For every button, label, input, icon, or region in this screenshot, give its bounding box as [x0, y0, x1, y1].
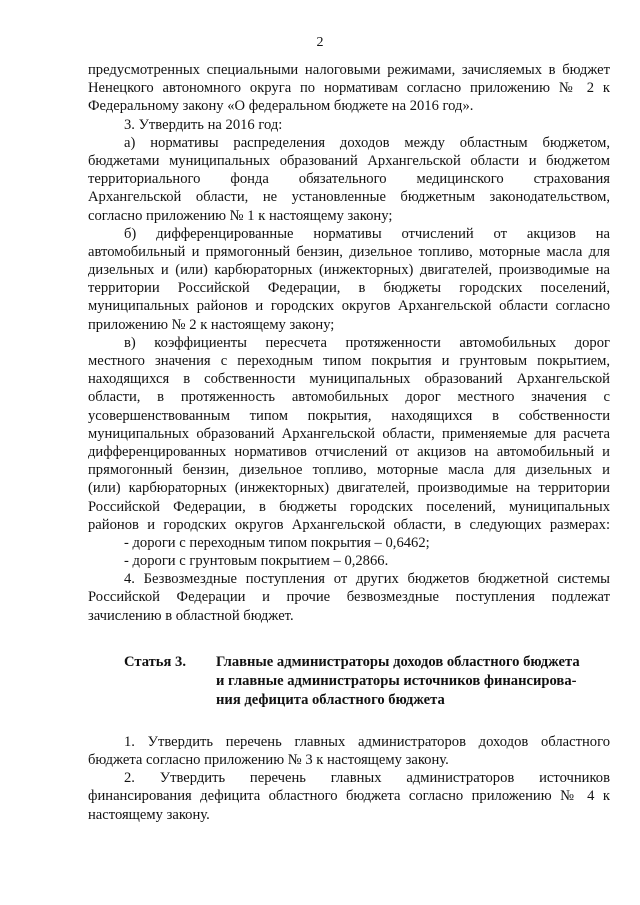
article-title — [216, 653, 610, 710]
text-line: Российской Федерации, в бюджеты городских поселений, муниципальных — [88, 498, 610, 515]
text-block-part-2-3-4 — [88, 61, 610, 625]
text-line: предусмотренных специальными налоговыми режимами, зачисляемых в бюджет — [88, 62, 610, 78]
text-line: муниципальных районов и городских округов Архангельской области согласно — [88, 298, 610, 315]
text-line: территориального фонда обязательного медицинского страхования — [88, 171, 610, 188]
text-line: муниципальных образований Архангельской области, применяемые для расчета — [88, 425, 610, 442]
text-line: Российской Федерации и прочие безвозмездные поступления подлежат — [88, 589, 610, 606]
text-line: бюджетами муниципальных образований Архангельской области и бюджетом — [88, 152, 610, 169]
article-title-line: Главные администраторы доходов областного бюджета — [216, 653, 580, 670]
text-line: в) коэффициенты пересчета протяженности автомобильных дорог — [124, 334, 610, 351]
text-line: - дороги с переходным типом покрытия – 0,6462; — [124, 534, 430, 551]
text-block-article-3 — [88, 733, 610, 824]
text-line: районов и городских округов Архангельской области, в следующих размерах: — [88, 516, 610, 533]
article-heading — [88, 653, 610, 715]
text-line: 3. Утвердить на 2016 год: — [124, 116, 283, 133]
text-line: дизельных и (или) карбюраторных (инжекторных) двигателей, производимые на — [88, 262, 610, 279]
text-line: бюджета согласно приложению № 3 к настоящему закону. — [88, 752, 449, 768]
article-title-line: ния дефицита областного бюджета — [216, 691, 445, 708]
text-line: местного значения с переходным типом покрытия и грунтовым покрытием, — [88, 353, 610, 369]
text-line: (или) карбюраторных (инжекторных) двигателей, производимые на территории — [88, 480, 610, 497]
text-line: финансирования дефицита областного бюджета согласно приложению № 4 к — [88, 788, 610, 805]
text-line: 4. Безвозмездные поступления от других бюджетов бюджетной системы — [124, 571, 610, 588]
article-number: Статья 3. — [124, 653, 186, 670]
text-line: Архангельской области, не установленные бюджетным законодательством, — [88, 189, 610, 206]
text-line: Федеральному закону «О федеральном бюджете на 2016 год». — [88, 98, 474, 115]
text-line: дифференцированных нормативов отчислений от акцизов на автомобильный и — [88, 443, 610, 460]
page-number: 2 — [316, 35, 324, 50]
text-line: 1. Утвердить перечень главных администраторов доходов областного — [124, 733, 610, 750]
text-line: территории Российской Федерации, в бюджеты городских поселений, — [88, 280, 610, 297]
article-title-line: и главные администраторы источников финансирова- — [216, 672, 577, 689]
text-line: области, в протяженность автомобильных дорог местного значения с — [88, 389, 610, 406]
text-line: усовершенствованным типом покрытия, находящихся в собственности — [88, 407, 610, 424]
text-line: - дороги с грунтовым покрытием – 0,2866. — [124, 553, 389, 570]
text-line: 2. Утвердить перечень главных администраторов источников — [124, 770, 610, 787]
text-line: б) дифференцированные нормативы отчислений от акцизов на — [124, 225, 610, 242]
text-line: находящихся в собственности муниципальных образований Архангельской — [88, 371, 610, 388]
document-body — [88, 61, 610, 824]
text-line: автомобильный и прямогонный бензин, дизельное топливо, моторные масла для — [88, 243, 610, 260]
text-line: приложению № 2 к настоящему закону; — [88, 316, 335, 333]
text-line: а) нормативы распределения доходов между областным бюджетом, — [124, 134, 610, 151]
text-line: настоящему закону. — [88, 806, 210, 823]
text-line: зачислению в областной бюджет. — [88, 607, 294, 624]
text-line: согласно приложению № 1 к настоящему закону; — [88, 207, 393, 224]
text-line: Ненецкого автономного округа по нормативам согласно приложению № 2 к — [88, 80, 610, 97]
text-line: прямогонный бензин, дизельное топливо, моторные масла для дизельных и — [88, 462, 610, 479]
